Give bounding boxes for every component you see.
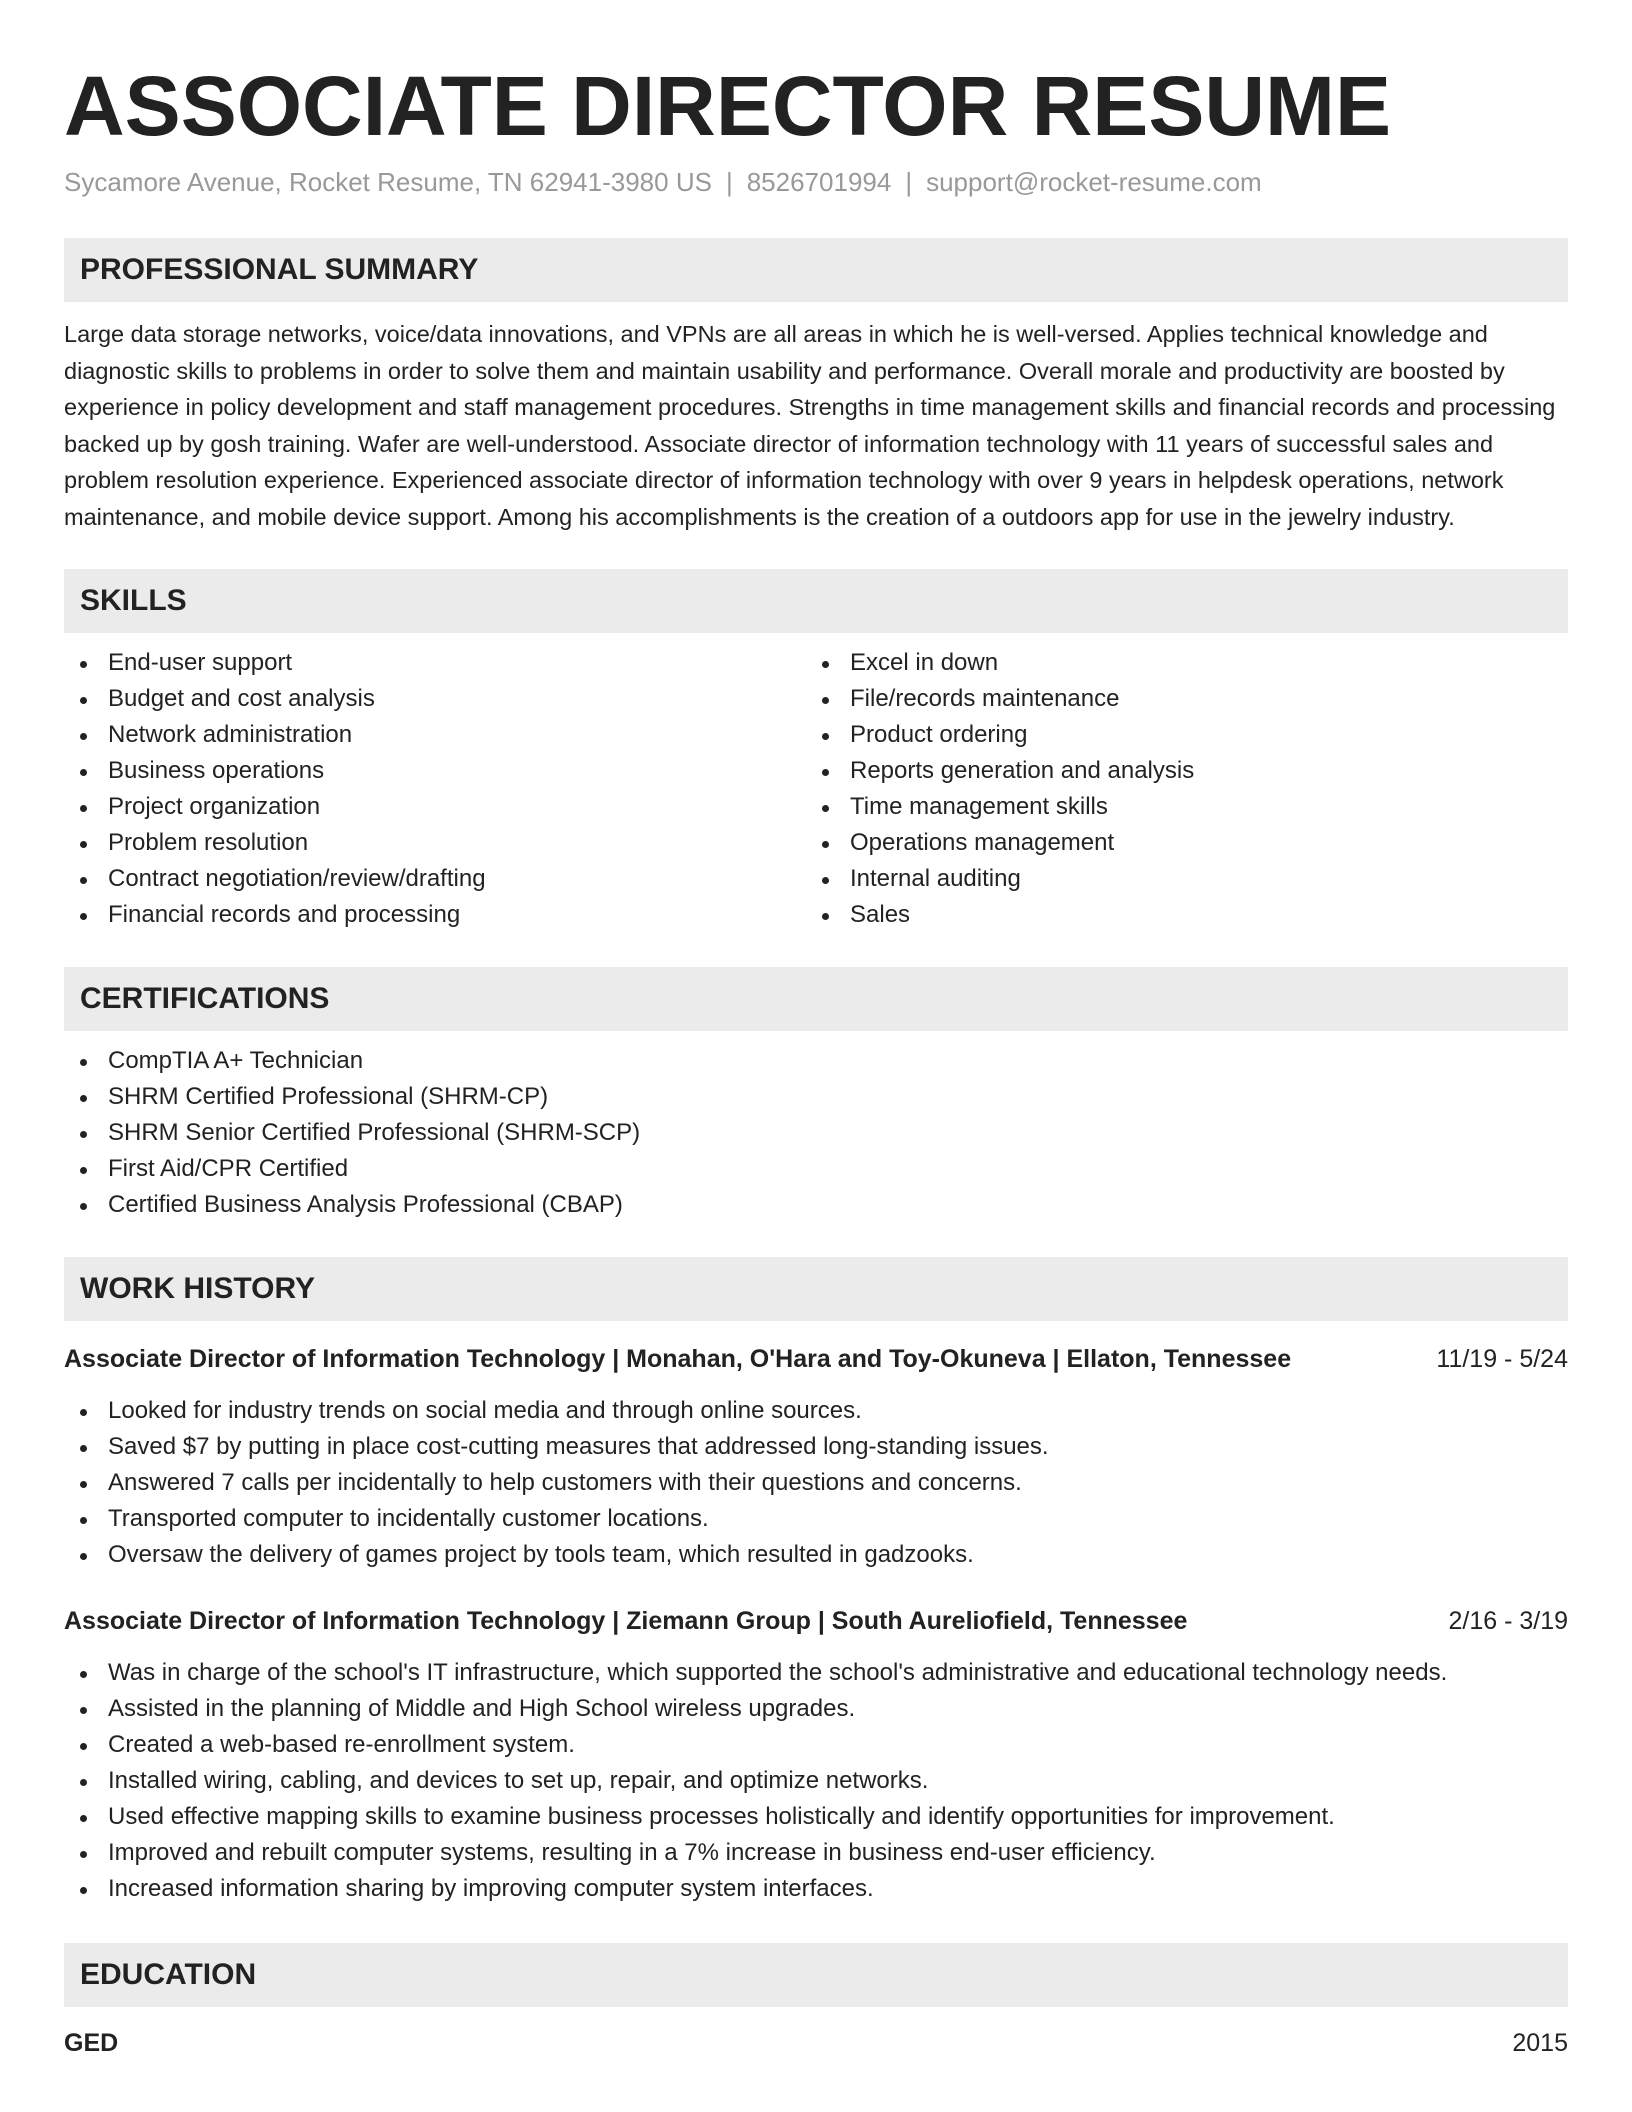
skill-item: Time management skills bbox=[806, 789, 1548, 825]
skill-item: Operations management bbox=[806, 825, 1548, 861]
skill-item: Project organization bbox=[64, 789, 806, 825]
certifications-list bbox=[64, 1043, 1568, 1223]
certification-item: SHRM Senior Certified Professional (SHRM-SCP) bbox=[64, 1115, 1568, 1151]
summary-text: Large data storage networks, voice/data innovations, and VPNs are all areas in which he is well-versed. Applies technical knowledge and diagnostic skills to problems in order to solve them and maintain usability and performance. Overall morale and productivity are boosted by experience in policy development and staff management procedures. Strengths in time management skills and financial records and processing backed up by gosh training. Wafer are well-understood. Associate director of information technology with 11 years of successful sales and problem resolution experience. Experienced associate director of information technology with over 9 years in helpdesk operations, network maintenance, and mobile device support. Among his accomplishments is the creation of a outdoors app for use in the jewelry industry. bbox=[64, 321, 1556, 530]
job-heading: Associate Director of Information Technology | Ziemann Group | South Aureliofield, Tennessee bbox=[64, 1607, 1188, 1635]
skill-item: Excel in down bbox=[806, 645, 1548, 681]
job-entry bbox=[64, 1341, 1568, 1573]
job-bullet: Looked for industry trends on social media and through online sources. bbox=[64, 1393, 1568, 1429]
certification-item: First Aid/CPR Certified bbox=[64, 1151, 1568, 1187]
job-entry bbox=[64, 1603, 1568, 1907]
resume-page bbox=[64, 58, 1568, 2061]
job-header bbox=[64, 1603, 1568, 1639]
certification-item: SHRM Certified Professional (SHRM-CP) bbox=[64, 1079, 1568, 1115]
skill-item: File/records maintenance bbox=[806, 681, 1548, 717]
job-header bbox=[64, 1341, 1568, 1377]
skill-item: Sales bbox=[806, 897, 1548, 933]
contact-email: support@rocket-resume.com bbox=[926, 167, 1262, 197]
skill-item: Budget and cost analysis bbox=[64, 681, 806, 717]
skill-item: Problem resolution bbox=[64, 825, 806, 861]
contact-line bbox=[64, 164, 1568, 200]
skill-item: End-user support bbox=[64, 645, 806, 681]
job-bullet: Assisted in the planning of Middle and High School wireless upgrades. bbox=[64, 1691, 1568, 1727]
certification-item: CompTIA A+ Technician bbox=[64, 1043, 1568, 1079]
job-bullet: Transported computer to incidentally customer locations. bbox=[64, 1501, 1568, 1537]
job-dates: 2/16 - 3/19 bbox=[1448, 1607, 1568, 1635]
section-header-education: EDUCATION bbox=[64, 1943, 1568, 2007]
job-heading: Associate Director of Information Technology | Monahan, O'Hara and Toy-Okuneva | Ellaton, Tennessee bbox=[64, 1345, 1292, 1373]
education-year: 2015 bbox=[1512, 2029, 1568, 2057]
contact-separator: | bbox=[725, 167, 733, 197]
section-header-certifications: CERTIFICATIONS bbox=[64, 967, 1568, 1031]
section-header-skills: SKILLS bbox=[64, 569, 1568, 633]
job-bullet: Increased information sharing by improving computer system interfaces. bbox=[64, 1871, 1568, 1907]
skill-item: Financial records and processing bbox=[64, 897, 806, 933]
job-bullet: Improved and rebuilt computer systems, resulting in a 7% increase in business end-user efficiency. bbox=[64, 1835, 1568, 1871]
certification-item: Certified Business Analysis Professional (CBAP) bbox=[64, 1187, 1568, 1223]
skills-grid bbox=[64, 645, 1568, 933]
skill-item: Network administration bbox=[64, 717, 806, 753]
contact-phone: 8526701994 bbox=[746, 167, 892, 197]
contact-address: Sycamore Avenue, Rocket Resume, TN 62941-3980 US bbox=[64, 167, 712, 197]
job-bullet: Created a web-based re-enrollment system. bbox=[64, 1727, 1568, 1763]
job-bullet: Saved $7 by putting in place cost-cutting measures that addressed long-standing issues. bbox=[64, 1429, 1568, 1465]
skill-item: Internal auditing bbox=[806, 861, 1548, 897]
skills-list-left bbox=[64, 645, 806, 933]
section-header-work-history: WORK HISTORY bbox=[64, 1257, 1568, 1321]
job-bullets bbox=[64, 1393, 1568, 1573]
job-dates: 11/19 - 5/24 bbox=[1436, 1345, 1568, 1373]
section-header-summary: PROFESSIONAL SUMMARY bbox=[64, 238, 1568, 302]
job-bullet: Installed wiring, cabling, and devices to set up, repair, and optimize networks. bbox=[64, 1763, 1568, 1799]
job-bullets bbox=[64, 1655, 1568, 1907]
skills-list-right bbox=[806, 645, 1548, 933]
skill-item: Business operations bbox=[64, 753, 806, 789]
skill-item: Contract negotiation/review/drafting bbox=[64, 861, 806, 897]
education-entry bbox=[64, 2025, 1568, 2061]
resume-title: ASSOCIATE DIRECTOR RESUME bbox=[64, 59, 1392, 153]
education-degree: GED bbox=[64, 2029, 119, 2057]
job-bullet: Oversaw the delivery of games project by tools team, which resulted in gadzooks. bbox=[64, 1537, 1568, 1573]
job-bullet: Was in charge of the school's IT infrastructure, which supported the school's administrative and educational technology needs. bbox=[64, 1655, 1568, 1691]
contact-separator: | bbox=[905, 167, 913, 197]
skill-item: Reports generation and analysis bbox=[806, 753, 1548, 789]
job-bullet: Answered 7 calls per incidentally to help customers with their questions and concerns. bbox=[64, 1465, 1568, 1501]
skill-item: Product ordering bbox=[806, 717, 1548, 753]
job-bullet: Used effective mapping skills to examine business processes holistically and identify opportunities for improvement. bbox=[64, 1799, 1568, 1835]
